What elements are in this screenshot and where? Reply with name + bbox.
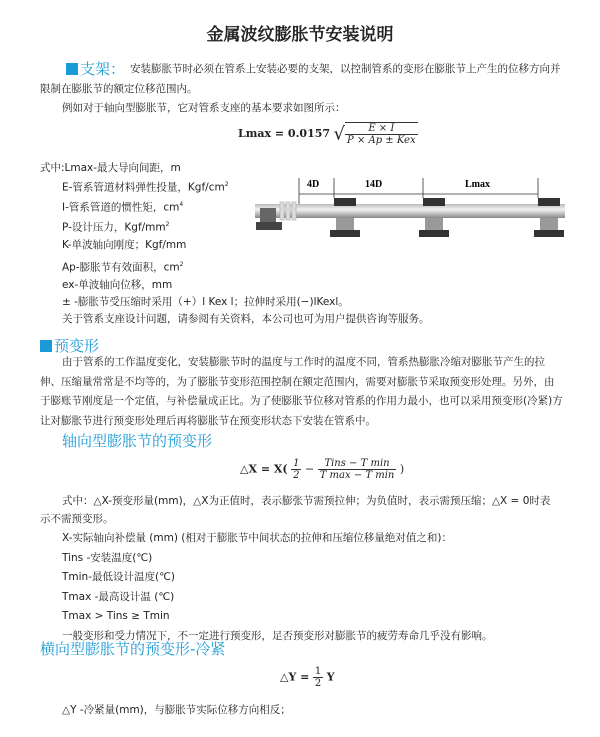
formula-lmax: Lmax = 0.0157 √ $\frac{E \times I}{\text{P × Ap ± Kex}}$: [238, 123, 416, 146]
definition-item: E-管系管道材料弹性投量，Kgf/$cm^2$: [62, 181, 229, 194]
paragraph-line: 式中：△X-预变形量(mm)，△X为正值时，表示膨张节需预拉伸；为负值时，表示需预压缩；△X = 0时表: [62, 495, 551, 507]
section-heading-support: 支架：: [66, 58, 125, 79]
paragraph-line: 关于管系支座设计问题，请参阅有关资料，本公司也可为用户提供咨询等服务。: [62, 313, 430, 325]
paragraph-line: 限制在膨胀节的额定位移范围内。: [40, 83, 198, 95]
definition-intro: 式中:Lmax-最大导向间距，m: [40, 162, 181, 174]
definition-item: I-管系管道的惯性矩，$cm^4$: [62, 201, 184, 214]
definition-item: Tmin-最低设计温度(℃): [62, 571, 175, 583]
paragraph-line: 安装膨胀节时必须在管系上安装必要的支架，以控制管系的变形在膨胀节上产生的位移方向并: [130, 63, 561, 75]
dimension-label: 14D: [365, 179, 383, 190]
support-diagram: [250, 170, 570, 265]
subheading-lateral: 横向型膨胀节的预变形-冷紧: [40, 640, 226, 658]
paragraph-line: 由于管系的工作温度变化，安装膨胀节时的温度与工作时的温度不同，管系热膨胀冷缩对膨胀节产生的拉: [62, 356, 545, 368]
formula-delta-y: △Y = $\frac{1}{2}$ Y: [280, 666, 335, 689]
paragraph-line: 示不需预变形。: [40, 513, 114, 525]
subheading-axial: 轴向型膨胀节的预变形: [62, 432, 213, 450]
definition-item: P-设计压力，Kgf/$mm^2$: [62, 221, 170, 234]
formula-delta-x: △X = X( $\frac{1}{2}$ − $\frac{\text{Tins − T min}}{\text{T max − T min}}$ ): [240, 458, 405, 481]
section-heading-predeform: 预变形: [40, 335, 99, 356]
definition-item: X-实际轴向补偿量 (mm) (相对于膨胀节中间状态的拉伸和压缩位移量绝对值之和)：: [62, 532, 452, 544]
paragraph-line: 于膨账节刚度是一个定值，与补偿量成正比。为了使膨胀节位移对管系的作用力最小，也可以采用预变形(冷紧)方: [40, 395, 563, 407]
definition-item: K-单波轴向刚度；Kgf/mm: [62, 239, 187, 251]
paragraph-line: 让对膨胀节进行预变形处理后再将膨胀节在预变形状态下安装在管系中。: [40, 414, 376, 427]
square-bullet-icon: [66, 63, 78, 75]
paragraph-line: △Y -冷紧量(mm)，与膨胀节实际位移方向相反；: [62, 704, 291, 716]
definition-item: ex-单波轴向位移，mm: [62, 279, 173, 291]
paragraph-line: 伸、压缩量常常是不均等的，为了膨胀节变形范围控制在额定范围内，需要对膨胀节采取预变形处理。另外，由: [40, 375, 555, 388]
definition-item: Tins -安装温度(℃): [62, 551, 153, 564]
dimension-label: Lmax: [465, 179, 490, 190]
definition-item: 一般变形和受力情况下，不一定进行预变形，足否预变形对膨胀节的疲劳寿命几乎没有影响。: [62, 629, 493, 642]
definition-item: Tmax -最高设计温 (℃): [62, 590, 175, 603]
definition-item: ± -膨胀节受压缩时采用（+）l Kex l；拉伸时采用(−)lKexl。: [62, 296, 349, 308]
definition-item: Tmax > Tins ≥ Tmin: [62, 610, 170, 622]
definition-item: Ap-膨胀节有效面积，$cm^2$: [62, 261, 184, 274]
page-title: 金属波纹膨胀节安装说明: [206, 25, 394, 45]
dimension-label: 4D: [307, 179, 320, 190]
bellows: [280, 202, 296, 220]
paragraph-line: 例如对于轴向型膨胀节，它对管系支座的基本要求如图所示：: [62, 102, 346, 114]
pipe: [255, 204, 565, 218]
square-bullet-icon: [40, 340, 52, 352]
